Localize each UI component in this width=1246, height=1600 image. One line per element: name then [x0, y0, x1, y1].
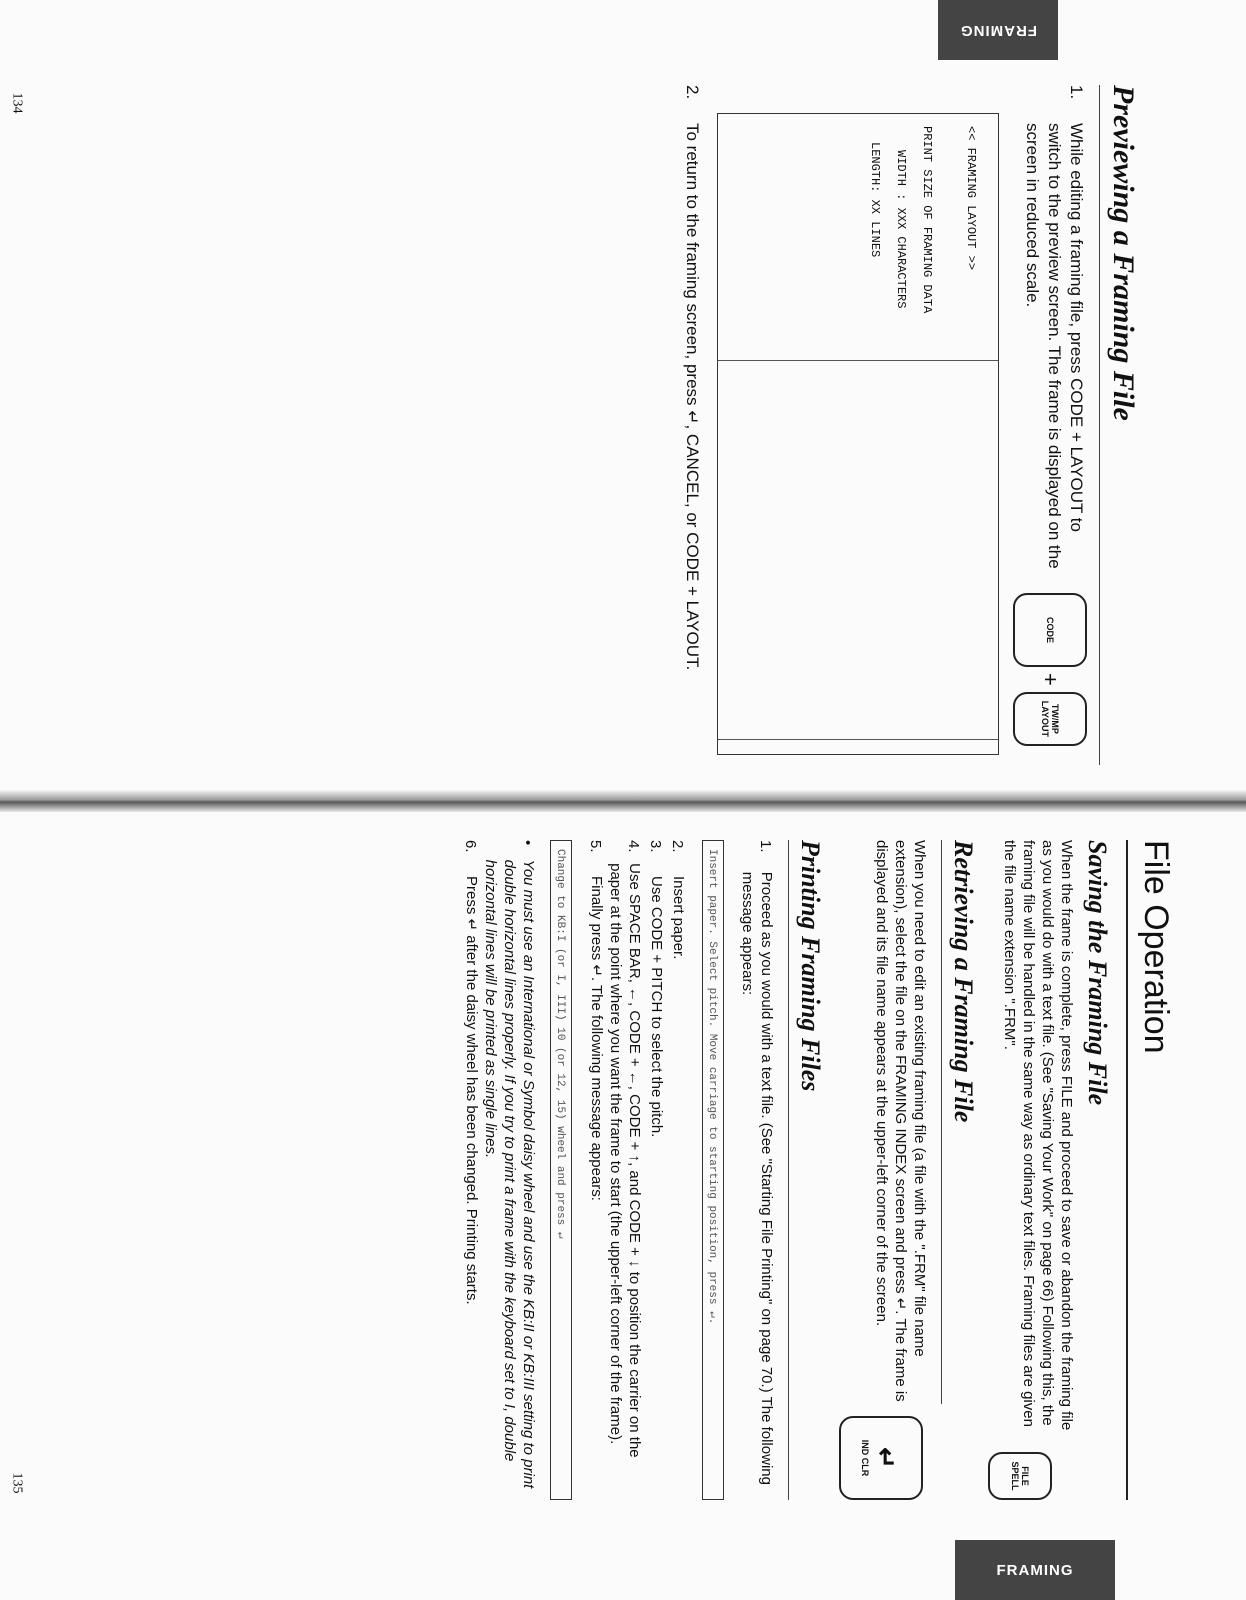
- preview-heading-block: [1099, 85, 1140, 765]
- retrieving-section: [839, 840, 978, 1500]
- print-step-3: 3. Use CODE + PITCH to select the pitch.: [647, 840, 665, 1138]
- print-step-5: 5. Finally press ↵. The following message appears:: [587, 840, 605, 1201]
- saving-heading: Saving the Framing File: [1083, 840, 1112, 1106]
- print-step-4: 4. Use SPACE BAR, ←, CODE + ←, CODE + ↑, and CODE + ↓ to position the carrier on the paper at the point where you want the frame to start (the upper-left corner of the frame).: [607, 840, 643, 1458]
- preview-step1: [1013, 85, 1087, 765]
- step-text: To return to the framing screen, press ↵, CANCEL, or CODE + LAYOUT.: [683, 123, 702, 671]
- saving-text: When the frame is complete, press FILE and proceed to save or abandon the framing file as you would do with a text file. (See "Saving Your Work" on page 66) Following this, the framing file will be handled in the same way as ordinary text files. Framing files are given the file name extension ".FRM".: [1001, 840, 1075, 1431]
- return-key-icon: ↵ IND CLR: [839, 1416, 923, 1500]
- message-box-2: Change to KB:I (or I, III) 10 (or 12, 15) wheel and press ↵: [550, 840, 572, 1500]
- file-spell-key-icon: FILE SPELL: [988, 1452, 1052, 1500]
- print-step-2: 2. Insert paper.: [669, 840, 687, 960]
- layout-key-icon: TW/MP LAYOUT: [1013, 692, 1087, 746]
- saving-section: [988, 840, 1112, 1500]
- preview-screen-text: << FRAMING LAYOUT >> PRINT SIZE OF FRAMING DATA WIDTH : XXX CHARACTERS LENGTH: XX LINES: [718, 114, 998, 361]
- left-page-content: [681, 85, 1140, 765]
- step-text: While editing a framing file, press CODE + LAYOUT to switch to the preview screen. The frame is displayed on the screen in reduced scale.: [1023, 123, 1086, 569]
- page-fold: [0, 790, 1246, 812]
- chapter-title: File Operation: [1137, 840, 1175, 1054]
- page-number-right: 135: [9, 1472, 25, 1494]
- printing-heading: Printing Framing Files: [796, 840, 825, 1092]
- retrieving-text: When you need to edit an existing framing file (a file with the ".FRM" file name extension), select the file on the FRAMING INDEX screen and press ↵. The frame is displayed and its file name appears at the upper-left corner of the screen.: [873, 840, 928, 1402]
- message-box-1: Insert paper. Select pitch. Move carriage to starting position, press ↵.: [702, 840, 724, 1500]
- enter-icon: ↵: [871, 1447, 902, 1469]
- print-step-6: 6. Press ↵ after the daisy wheel has been changed. Printing starts.: [462, 840, 480, 1305]
- chapter-title-block: [1126, 840, 1175, 1500]
- section-tab-bottom: FRAMING: [955, 1540, 1115, 1600]
- step-number: 1.: [1067, 85, 1086, 100]
- retrieving-heading: Retrieving a Framing File: [949, 840, 978, 1123]
- printing-section: Printing Framing Files 1. Proceed as you would with a text file. (See "Starting File Printing" on page 70.) The following message appears: Insert paper. Select pitch. Move carriage to starting position, press ↵. 2. Insert paper. 3. Use CODE + PITCH to select the pitch. 4. Use SPACE BAR, ←, CODE + ←, CODE + ↑, and CODE + ↓ to position the carrier on the paper at the point where you want the frame to start (the upper-left corner of the frame). 5. Finally press ↵. The following message appears: Change to KB:I (or I, III) 10 (or 12, 15) wheel and press ↵ • You must use an International or Symbol daisy wheel and use the KB:II or KB:III setting to print double horizontal lines properly. If you try to print a frame with the keyboard set to I, double horizontal lines will be printed as single lines. 6. Press ↵ after the daisy wheel has been changed. Printing starts.: [459, 840, 825, 1500]
- right-page-content: [459, 840, 1175, 1500]
- plus-sign: +: [1038, 673, 1063, 686]
- preview-screen-frame: [718, 361, 998, 739]
- print-note: • You must use an International or Symbol daisy wheel and use the KB:II or KB:III setting to print double horizontal lines properly. If you try to print a frame with the keyboard set to I, double horizontal lines will be printed as single lines.: [482, 840, 537, 1489]
- page-number-left: 134: [9, 92, 25, 114]
- preview-screen: [717, 113, 999, 755]
- key-illustration: [1013, 593, 1087, 746]
- preview-step2: 2. To return to the framing screen, press ↵, CANCEL, or CODE + LAYOUT.: [683, 85, 702, 671]
- preview-heading: Previewing a Framing File: [1107, 85, 1140, 421]
- step-text: Proceed as you would with a text file. (See "Starting File Printing" on page 70.) The following message appears:: [739, 871, 775, 1485]
- bullet-icon: •: [519, 840, 536, 846]
- section-tab-top: FRAMING: [938, 0, 1058, 60]
- code-key-icon: CODE: [1013, 593, 1087, 667]
